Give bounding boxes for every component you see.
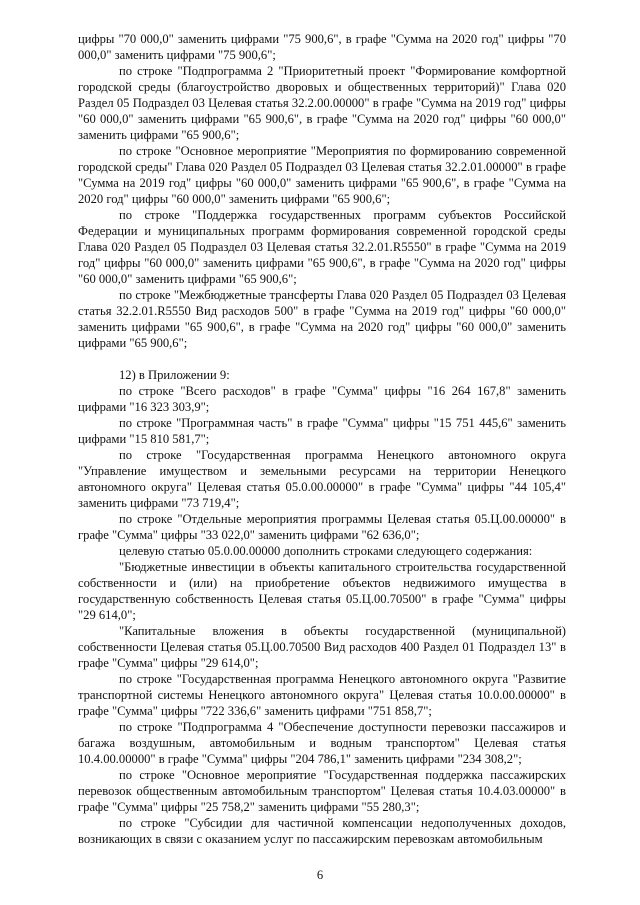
paragraph: "Капитальные вложения в объекты государственной (муниципальной) собственности Целевая статья 05.Ц.00.70500 Вид расходов 400 Раздел 01 Подраздел 13" в графе "Сумма" цифры "29 614,0"; — [78, 624, 566, 670]
document-body — [78, 31, 566, 847]
paragraph: целевую статью 05.0.00.00000 дополнить строками следующего содержания: — [119, 544, 533, 558]
paragraph: по строке "Подпрограмма 4 "Обеспечение доступности перевозки пассажиров и багажа воздушным, автомобильным и водным транспортом" Целевая статья 10.4.00.00000" в графе "Сумма" цифры "204 786,1" заменить цифрами "234 308,2"; — [78, 720, 566, 766]
section-heading: 12) в Приложении 9: — [119, 368, 230, 382]
paragraph: по строке "Программная часть" в графе "Сумма" цифры "15 751 445,6" заменить цифрами "15 810 581,7"; — [78, 416, 566, 446]
paragraph: по строке "Всего расходов" в графе "Сумма" цифры "16 264 167,8" заменить цифрами "16 323 303,9"; — [78, 384, 566, 414]
paragraph: по строке "Поддержка государственных программ субъектов Российской Федерации и муниципальных программ формирования современной городской среды Глава 020 Раздел 05 Подраздел 03 Целевая статья 32.2.01.R5550" в графе "Сумма на 2019 год" цифры "60 000,0" заменить цифрами "65 900,6", в графе "Сумма на 2020 год" цифры "60 000,0" заменить цифрами "65 900,6"; — [78, 208, 566, 286]
page-number: 6 — [316, 868, 324, 882]
paragraph: по строке "Подпрограмма 2 "Приоритетный проект "Формирование комфортной городской среды (благоустройство дворовых и общественных территорий)" Глава 020 Раздел 05 Подраздел 03 Целевая статья 32.2.00.00000" в графе "Сумма на 2019 год" цифры "60 000,0" заменить цифрами "65 900,6", в графе "Сумма на 2020 год" цифры "60 000,0" заменить цифрами "65 900,6"; — [78, 64, 566, 142]
paragraph: по строке "Государственная программа Ненецкого автономного округа "Управление имуществом и земельными ресурсами на территории Ненецкого автономного округа" Целевая статья 05.0.00.00000" в графе "Сумма" цифры "44 105,4" заменить цифрами "73 719,4"; — [78, 448, 566, 510]
paragraph: по строке "Основное мероприятие "Мероприятия по формированию современной городской среды" Глава 020 Раздел 05 Подраздел 03 Целевая статья 32.2.01.00000" в графе "Сумма на 2019 год" цифры "60 000,0" заменить цифрами "65 900,6", в графе "Сумма на 2020 год" цифры "60 000,0" заменить цифрами "65 900,6"; — [78, 144, 566, 206]
paragraph: по строке "Субсидии для частичной компенсации недополученных доходов, возникающих в связи с оказанием услуг по пассажирским перевозкам автомобильным — [78, 816, 566, 846]
paragraph: по строке "Государственная программа Ненецкого автономного округа "Развитие транспортной системы Ненецкого автономного округа" Целевая статья 10.0.00.00000" в графе "Сумма" цифры "722 336,6" заменить цифрами "751 858,7"; — [78, 672, 566, 718]
paragraph: "Бюджетные инвестиции в объекты капитального строительства государственной собственности и (или) на приобретение объектов недвижимого имущества в государственную собственность Целевая статья 05.Ц.00.70500" в графе "Сумма" цифры "29 614,0"; — [78, 560, 566, 622]
paragraph: по строке "Отдельные мероприятия программы Целевая статья 05.Ц.00.00000" в графе "Сумма" цифры "33 022,0" заменить цифрами "62 636,0"; — [78, 512, 566, 542]
paragraph: цифры "70 000,0" заменить цифрами "75 900,6", в графе "Сумма на 2020 год" цифры "70 000,0" заменить цифрами "75 900,6"; — [78, 32, 566, 62]
paragraph: по строке "Межбюджетные трансферты Глава 020 Раздел 05 Подраздел 03 Целевая статья 32.2.01.R5550 Вид расходов 500" в графе "Сумма на 2019 год" цифры "60 000,0" заменить цифрами "65 900,6", в графе "Сумма на 2020 год" цифры "60 000,0" заменить цифрами "65 900,6"; — [78, 288, 566, 350]
paragraph: по строке "Основное мероприятие "Государственная поддержка пассажирских перевозок общественным автомобильным транспортом" Целевая статья 10.4.03.00000" в графе "Сумма" цифры "25 758,2" заменить цифрами "55 280,3"; — [78, 768, 566, 814]
